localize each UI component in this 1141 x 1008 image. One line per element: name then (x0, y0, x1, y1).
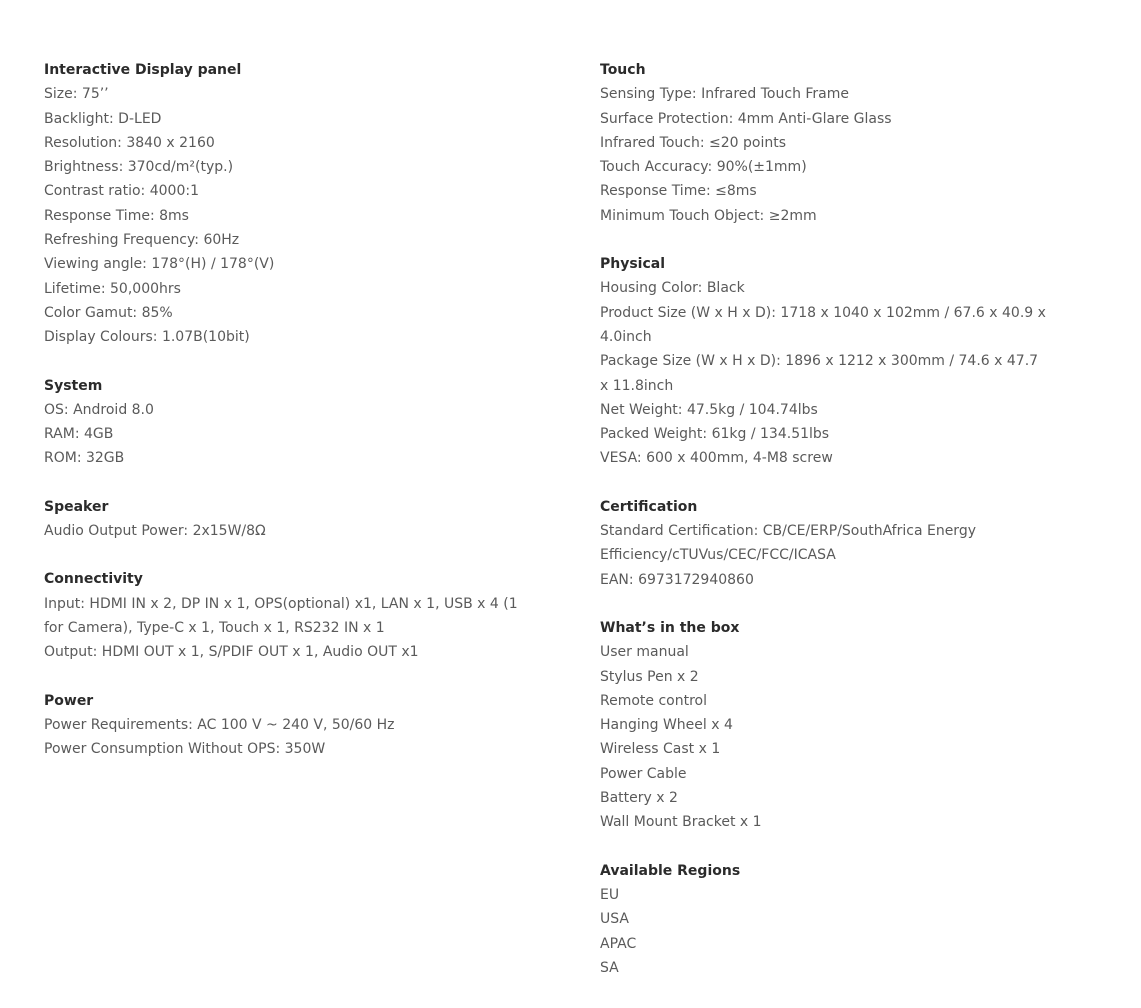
spec-item: Product Size (W x H x D): 1718 x 1040 x 102mm / 67.6 x 40.9 x 4.0inch (600, 304, 1046, 345)
section-system (44, 374, 564, 471)
spec-item: Standard Certification: CB/CE/ERP/SouthAfrica Energy Efficiency/cTUVus/CEC/FCC/ICASA (600, 523, 976, 564)
section-title: System (44, 377, 103, 394)
spec-item: Power Consumption Without OPS: 350W (44, 741, 326, 758)
spec-item: Minimum Touch Object: ≥2mm (600, 207, 817, 224)
spec-list (44, 398, 564, 471)
spec-item: OS: Android 8.0 (44, 401, 154, 418)
spec-item: Battery x 2 (600, 790, 678, 807)
spec-item: Remote control (600, 692, 707, 709)
spec-item: Infrared Touch: ≤20 points (600, 134, 787, 151)
spec-item: Backlight: D-LED (44, 110, 162, 127)
section-whats-in-the-box (600, 616, 1100, 835)
spec-item: Viewing angle: 178°(H) / 178°(V) (44, 256, 275, 273)
section-title: Connectivity (44, 571, 143, 588)
spec-item: Response Time: ≤8ms (600, 183, 757, 200)
left-spec-column (44, 58, 564, 785)
spec-item: Stylus Pen x 2 (600, 668, 699, 685)
spec-item: Power Cable (600, 765, 687, 782)
spec-item: Brightness: 370cd/m²(typ.) (44, 159, 234, 176)
spec-item: USA (600, 911, 629, 928)
section-title: Interactive Display panel (44, 62, 242, 78)
section-connectivity (44, 567, 564, 664)
section-title: Certification (600, 498, 698, 515)
section-title: Touch (600, 62, 646, 78)
spec-item: RAM: 4GB (44, 426, 114, 443)
spec-item: Input: HDMI IN x 2, DP IN x 1, OPS(optional) x1, LAN x 1, USB x 4 (1 for Camera), Type-C x 1, Touch x 1, RS232 IN x 1 (44, 595, 518, 636)
spec-list (44, 592, 564, 665)
right-spec-column (600, 58, 1100, 1004)
spec-item: Wall Mount Bracket x 1 (600, 814, 762, 831)
spec-item: Contrast ratio: 4000:1 (44, 183, 199, 200)
spec-item: APAC (600, 935, 637, 952)
spec-item: Output: HDMI OUT x 1, S/PDIF OUT x 1, Audio OUT x1 (44, 644, 419, 661)
spec-item: Hanging Wheel x 4 (600, 717, 733, 734)
spec-list (600, 276, 1100, 470)
spec-item: Display Colours: 1.07B(10bit) (44, 329, 250, 346)
spec-item: Sensing Type: Infrared Touch Frame (600, 86, 850, 103)
spec-list (44, 519, 564, 543)
spec-list (600, 519, 1100, 592)
spec-list (44, 82, 564, 349)
spec-list (600, 883, 1100, 980)
spec-item: Resolution: 3840 x 2160 (44, 134, 215, 151)
spec-item: User manual (600, 644, 689, 661)
spec-item: Power Requirements: AC 100 V ~ 240 V, 50/60 Hz (44, 716, 395, 733)
spec-item: EAN: 6973172940860 (600, 571, 754, 588)
section-title: What’s in the box (600, 619, 740, 636)
spec-item: Net Weight: 47.5kg / 104.74lbs (600, 401, 818, 418)
section-available-regions (600, 859, 1100, 980)
spec-item: VESA: 600 x 400mm, 4-M8 screw (600, 450, 833, 467)
spec-item: Color Gamut: 85% (44, 304, 173, 321)
spec-list (600, 82, 1100, 228)
section-physical (600, 252, 1100, 471)
section-power (44, 689, 564, 762)
section-title: Power (44, 692, 94, 709)
section-display-panel (44, 58, 564, 350)
spec-item: Package Size (W x H x D): 1896 x 1212 x 300mm / 74.6 x 47.7 x 11.8inch (600, 353, 1039, 394)
spec-list (44, 713, 564, 762)
section-title: Physical (600, 256, 666, 273)
spec-item: Housing Color: Black (600, 280, 745, 297)
spec-item: SA (600, 959, 619, 976)
spec-item: EU (600, 886, 620, 903)
section-speaker (44, 495, 564, 544)
spec-list (600, 640, 1100, 834)
section-certification (600, 495, 1100, 592)
spec-item: Size: 75’’ (44, 86, 109, 103)
section-title: Available Regions (600, 862, 741, 879)
section-touch (600, 58, 1100, 228)
spec-item: Lifetime: 50,000hrs (44, 280, 181, 297)
spec-item: Wireless Cast x 1 (600, 741, 721, 758)
spec-item: Audio Output Power: 2x15W/8Ω (44, 523, 266, 540)
spec-item: Refreshing Frequency: 60Hz (44, 232, 240, 249)
spec-item: Response Time: 8ms (44, 207, 189, 224)
spec-item: Surface Protection: 4mm Anti-Glare Glass (600, 110, 892, 127)
spec-item: Touch Accuracy: 90%(±1mm) (600, 159, 807, 176)
spec-item: Packed Weight: 61kg / 134.51lbs (600, 426, 830, 443)
section-title: Speaker (44, 498, 109, 515)
spec-item: ROM: 32GB (44, 450, 125, 467)
